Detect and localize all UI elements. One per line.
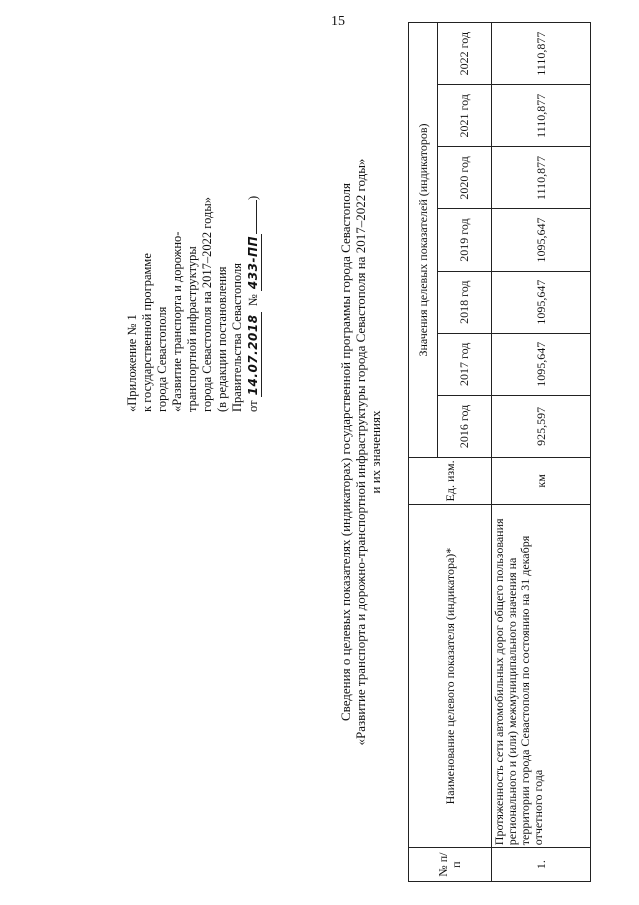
document-heading	[338, 12, 383, 892]
approval-line: (в редакции постановления	[215, 266, 229, 412]
approval-line: «Развитие транспорта и дорожно-	[170, 231, 184, 412]
row-value: 1110,877	[492, 147, 591, 209]
approval-block	[125, 196, 262, 412]
year-header: 2020 год	[438, 147, 492, 209]
row-name: Протяженность сети автомобильных дорог общего пользования регионального и (или) межмуниципального значения на территории города Севастополя по состоянию на 31 декабря отчетного года	[492, 504, 591, 847]
table-row	[492, 23, 591, 882]
indicators-table	[408, 22, 591, 882]
approval-line: города Севастополя	[155, 306, 169, 412]
year-header: 2018 год	[438, 271, 492, 333]
year-header: 2021 год	[438, 85, 492, 147]
year-header: 2017 год	[438, 333, 492, 395]
header-name: Наименование целевого показателя (индикатора)*	[409, 504, 492, 847]
handwritten-number: 433-ПП	[246, 235, 260, 290]
row-unit: км	[492, 457, 591, 504]
approval-line: города Севастополя на 2017–2022 годы»	[200, 197, 214, 412]
approval-line: к государственной программе	[140, 253, 154, 412]
number-label: №	[246, 294, 260, 307]
approval-line: транспортной инфраструктуры	[185, 246, 199, 412]
table-header-row	[409, 23, 438, 882]
handwritten-date: 14.07.2018	[246, 314, 260, 396]
row-value: 1110,877	[492, 23, 591, 85]
year-header: 2019 год	[438, 209, 492, 271]
row-value: 1095,647	[492, 209, 591, 271]
year-header: 2022 год	[438, 23, 492, 85]
heading-line-3: и их значениях	[368, 410, 383, 494]
header-num: № п/п	[409, 848, 492, 882]
year-header: 2016 год	[438, 395, 492, 457]
close-paren: )	[246, 195, 260, 200]
row-value: 925,597	[492, 395, 591, 457]
approval-line: «Приложение № 1	[125, 314, 139, 412]
row-value: 1110,877	[492, 85, 591, 147]
header-values: Значения целевых показателей (индикаторов)	[409, 23, 438, 458]
approval-line: Правительства Севастополя	[230, 263, 244, 412]
blank-underline	[245, 200, 257, 234]
heading-line-2: «Развитие транспорта и дорожно-транспортной инфраструктуры города Севастополя на 2017–2022 годы»	[353, 158, 368, 746]
from-label: от	[246, 400, 260, 412]
row-value: 1095,647	[492, 271, 591, 333]
row-num: 1.	[492, 848, 591, 882]
page-number: 15	[331, 14, 345, 29]
row-value: 1095,647	[492, 333, 591, 395]
rotated-page	[40, 12, 639, 892]
header-unit: Ед. изм.	[409, 457, 492, 504]
approval-date-line	[245, 196, 262, 412]
heading-line-1: Сведения о целевых показателях (индикаторах) государственной программы города Севастополя	[338, 182, 353, 722]
